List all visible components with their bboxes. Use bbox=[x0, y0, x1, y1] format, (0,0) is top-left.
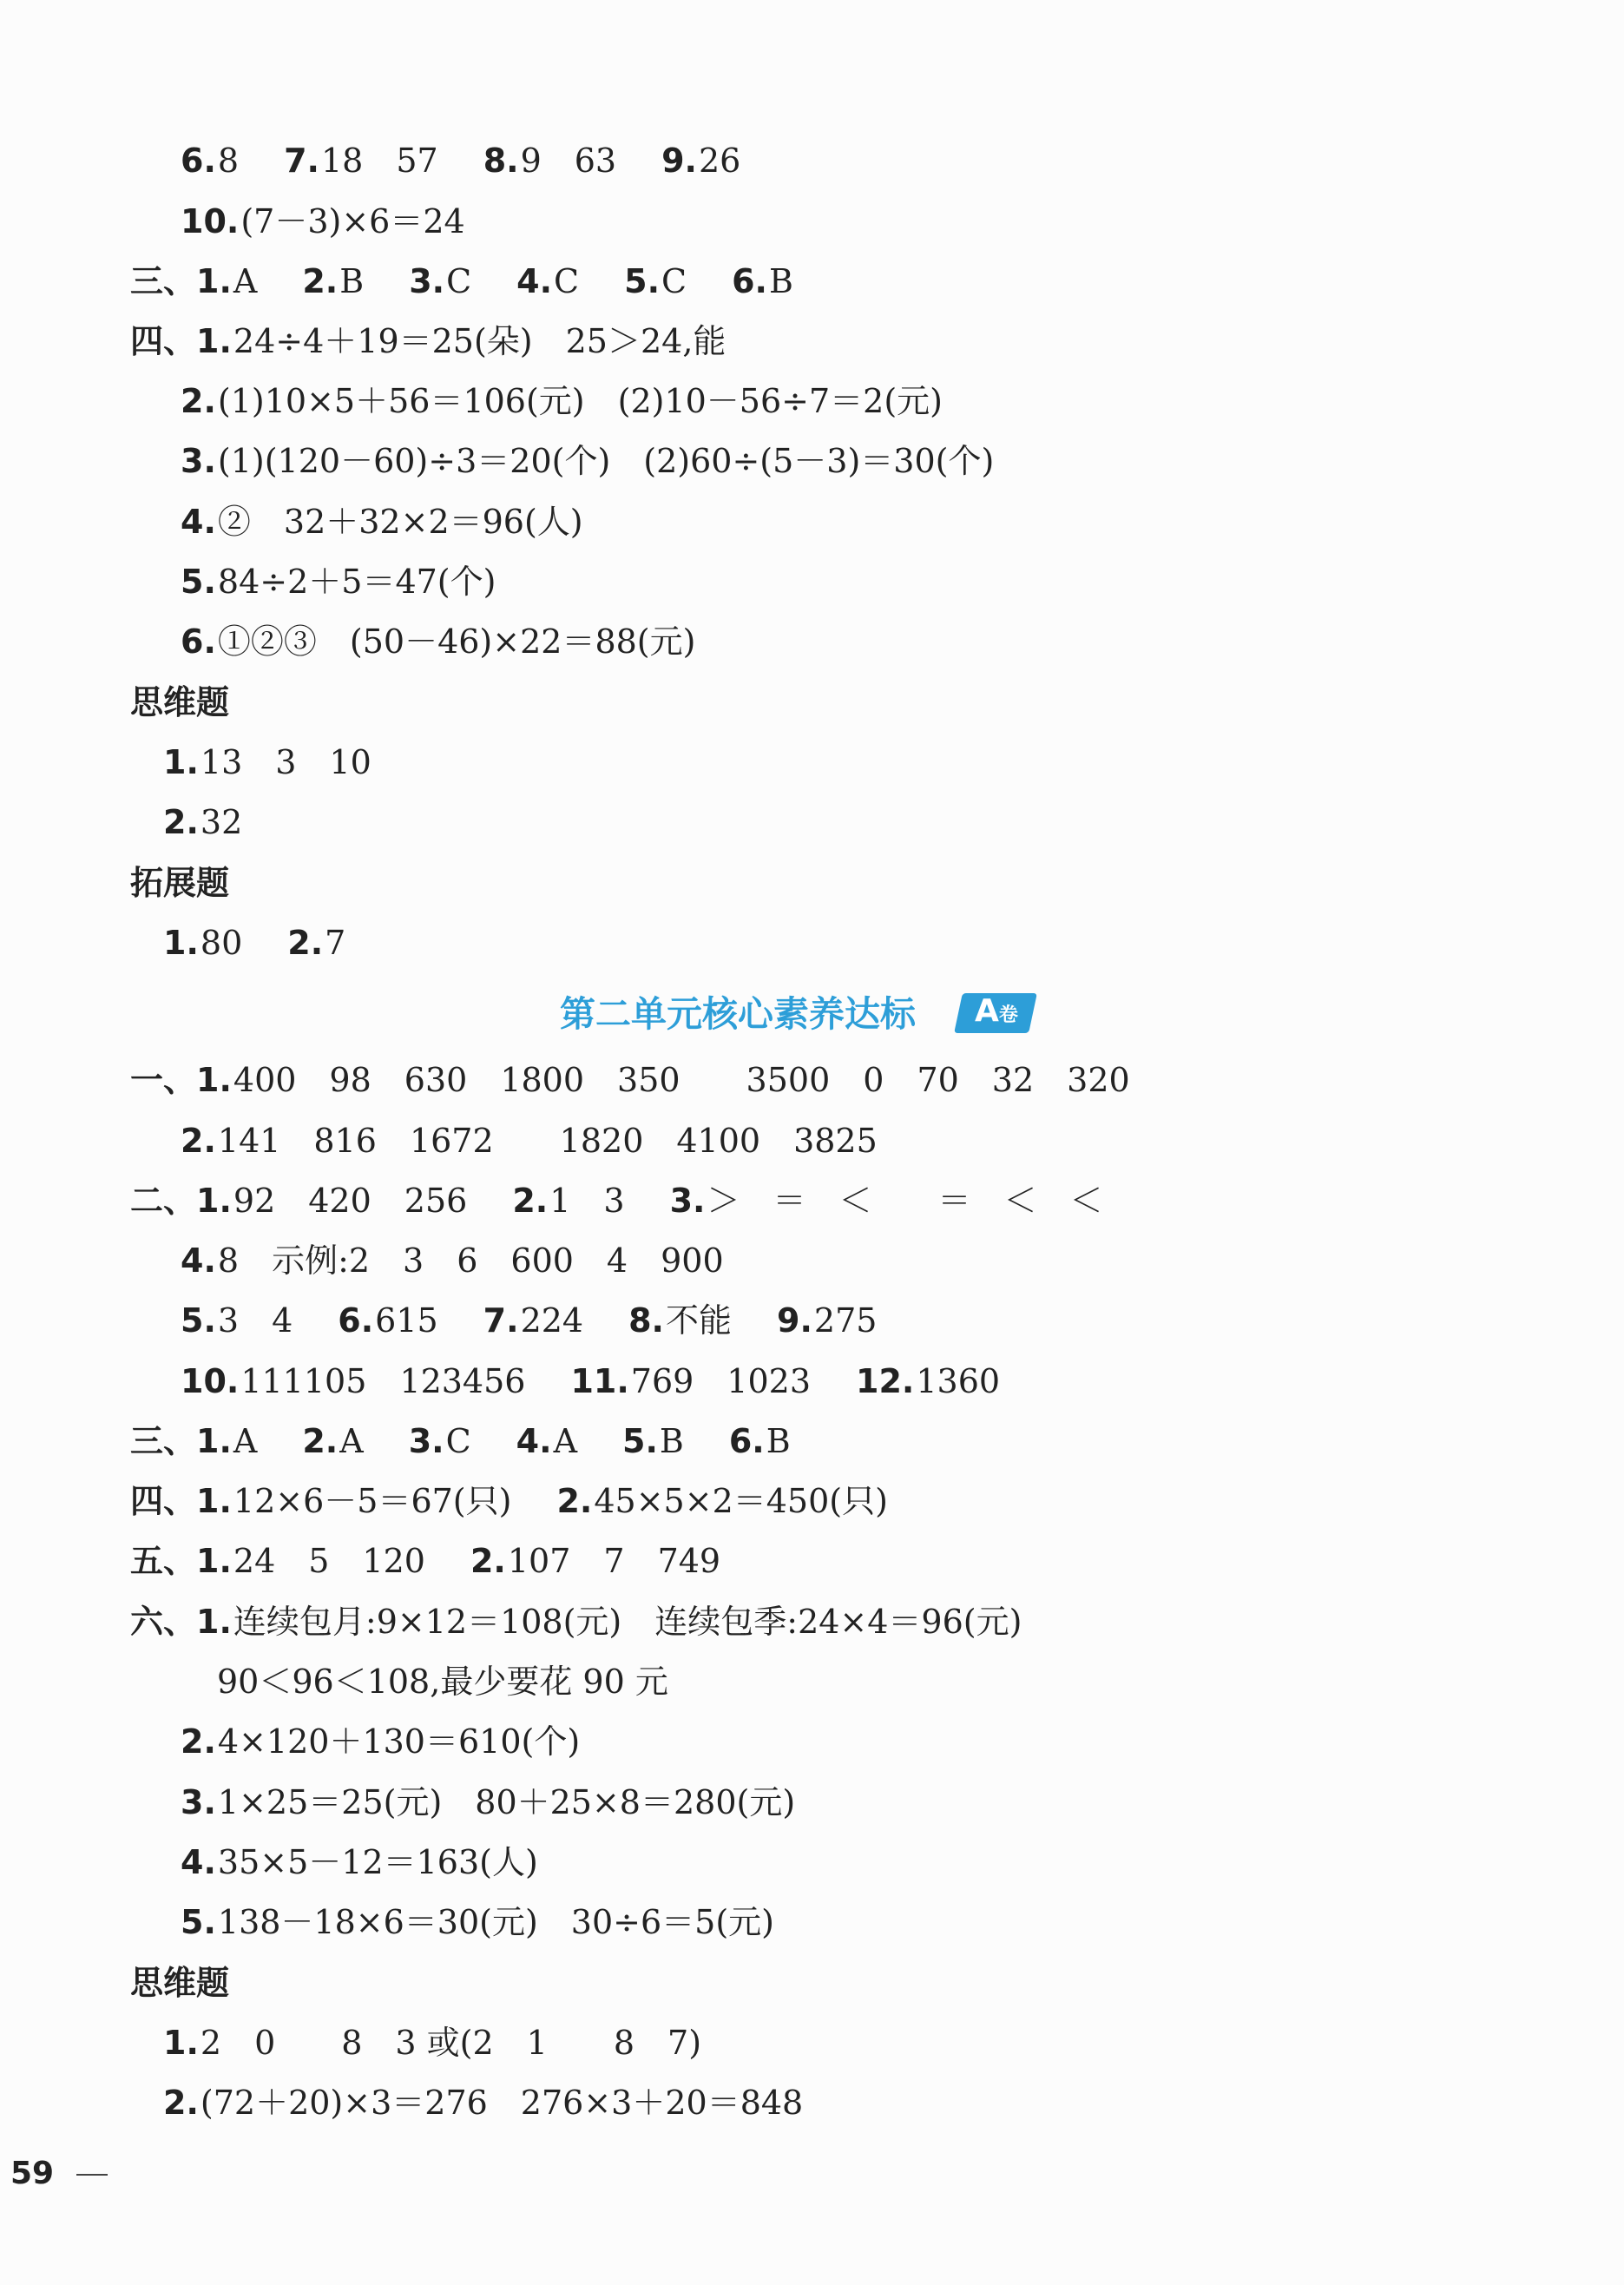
answer-item bbox=[163, 743, 371, 781]
question-number: 10. bbox=[181, 1362, 240, 1400]
answer-value: 13 3 10 bbox=[200, 743, 371, 781]
unit-title: 第二单元核心素养达标 bbox=[560, 993, 916, 1035]
answer-value: 8 示例:2 3 6 600 4 900 bbox=[217, 1241, 724, 1280]
question-number: 12. bbox=[856, 1362, 915, 1400]
unit-badge: A卷 bbox=[975, 993, 1018, 1029]
answer-item bbox=[512, 1182, 624, 1220]
answer-item bbox=[163, 924, 242, 962]
answer-line bbox=[181, 559, 496, 604]
answer-value: 4×120＋130＝610(个) bbox=[217, 1722, 581, 1761]
section-heading-extension: 拓展题 bbox=[130, 864, 230, 902]
answer-value: 769 1023 bbox=[630, 1362, 812, 1400]
question-number: 4. bbox=[181, 1241, 216, 1280]
answer-item bbox=[181, 202, 465, 240]
answer-value: 24÷4＋19＝25(朵) 25＞24,能 bbox=[233, 322, 727, 360]
question-number: 4. bbox=[516, 262, 553, 300]
answer-item bbox=[409, 1422, 471, 1460]
answer-value: A bbox=[553, 1422, 578, 1460]
answer-item bbox=[777, 1301, 877, 1340]
question-number: 3. bbox=[669, 1182, 706, 1220]
question-number: 1. bbox=[196, 1542, 232, 1580]
answer-line bbox=[130, 1178, 1102, 1223]
answer-item bbox=[670, 1182, 1103, 1220]
answer-line bbox=[163, 2020, 701, 2065]
answer-item bbox=[284, 142, 438, 180]
answer-item bbox=[470, 1542, 720, 1580]
question-number: 9. bbox=[777, 1301, 812, 1340]
answer-item bbox=[196, 1422, 257, 1460]
section-heading-thinking-2: 思维题 bbox=[130, 1964, 230, 2002]
answer-item bbox=[287, 924, 345, 962]
answer-item bbox=[196, 1482, 511, 1520]
question-number: 8. bbox=[628, 1301, 664, 1340]
section-label: 六、 bbox=[130, 1603, 197, 1641]
answer-item bbox=[483, 142, 616, 180]
answer-value: 90＜96＜108,最少要花 90 元 bbox=[217, 1663, 668, 1701]
answer-value: 141 816 1672 1820 4100 3825 bbox=[217, 1122, 878, 1160]
question-number: 1. bbox=[196, 1182, 232, 1220]
answer-item bbox=[409, 262, 471, 300]
answer-line bbox=[181, 1900, 774, 1945]
answer-item bbox=[622, 1422, 684, 1460]
answer-value: 24 5 120 bbox=[233, 1542, 425, 1580]
answer-line bbox=[163, 740, 371, 785]
answer-line bbox=[181, 1719, 580, 1764]
answer-item bbox=[181, 622, 695, 661]
question-number: 5. bbox=[181, 1903, 216, 1941]
answer-line bbox=[181, 499, 583, 544]
answer-line bbox=[181, 379, 943, 424]
question-number: 7. bbox=[284, 142, 319, 180]
answer-item bbox=[196, 1603, 1022, 1641]
answer-value: 400 98 630 1800 350 3500 0 70 32 320 bbox=[233, 1061, 1130, 1099]
question-number: 6. bbox=[728, 1422, 765, 1460]
section-label: 三、 bbox=[130, 262, 197, 300]
answer-line bbox=[181, 1298, 877, 1343]
question-number: 8. bbox=[483, 142, 519, 180]
answer-value: 35×5－12＝163(人) bbox=[217, 1843, 538, 1881]
answer-line bbox=[130, 1478, 888, 1524]
question-number: 4. bbox=[516, 1422, 552, 1460]
question-number: 2. bbox=[163, 803, 199, 841]
answer-value: 84÷2＋5＝47(个) bbox=[217, 563, 496, 601]
question-number: 2. bbox=[302, 262, 339, 300]
answer-value: A bbox=[339, 1422, 364, 1460]
question-number: 1. bbox=[163, 2024, 199, 2062]
answer-value: 8 bbox=[217, 142, 240, 180]
question-number: 1. bbox=[196, 1422, 232, 1460]
answer-value: 9 63 bbox=[520, 142, 617, 180]
answer-item bbox=[302, 1422, 363, 1460]
answer-item bbox=[181, 1301, 293, 1340]
answer-item bbox=[483, 1301, 583, 1340]
question-number: 1. bbox=[196, 1603, 232, 1641]
question-number: 6. bbox=[181, 622, 216, 661]
answer-item bbox=[729, 1422, 791, 1460]
answer-line bbox=[181, 1840, 538, 1885]
question-number: 4. bbox=[181, 503, 216, 541]
section-heading-thinking: 思维题 bbox=[130, 683, 230, 721]
answer-value: 3 4 bbox=[217, 1301, 293, 1340]
answer-item bbox=[163, 2024, 701, 2062]
answer-line bbox=[130, 1057, 1130, 1103]
section-label: 四、 bbox=[130, 1482, 197, 1520]
answer-item bbox=[181, 563, 496, 601]
answer-line bbox=[217, 1659, 668, 1704]
section-label: 四、 bbox=[130, 322, 197, 360]
answer-value: 1360 bbox=[916, 1362, 1001, 1400]
answer-value: 2 0 8 3 或(2 1 8 7) bbox=[200, 2024, 702, 2062]
answer-item bbox=[181, 1241, 724, 1280]
answer-value: 18 57 bbox=[320, 142, 438, 180]
answer-item bbox=[338, 1301, 437, 1340]
question-number: 1. bbox=[196, 262, 232, 300]
answer-line bbox=[181, 438, 994, 484]
answer-value: B bbox=[768, 262, 793, 300]
answer-value: 80 bbox=[200, 924, 243, 962]
answer-value: C bbox=[554, 262, 580, 300]
answer-value: 111105 123456 bbox=[240, 1362, 526, 1400]
answer-line bbox=[181, 1118, 878, 1163]
question-number: 1. bbox=[196, 322, 232, 360]
section-label: 二、 bbox=[130, 1182, 197, 1220]
answer-value: 12×6－5＝67(只) bbox=[233, 1482, 512, 1520]
answer-item bbox=[516, 262, 579, 300]
answer-item bbox=[163, 803, 242, 841]
answer-item bbox=[732, 262, 793, 300]
answer-line bbox=[130, 319, 726, 364]
question-number: 1. bbox=[196, 1061, 232, 1099]
question-number: 2. bbox=[470, 1542, 506, 1580]
answer-value: ② 32＋32×2＝96(人) bbox=[217, 503, 583, 541]
answer-value: 连续包月:9×12＝108(元) 连续包季:24×4＝96(元) bbox=[233, 1603, 1022, 1641]
answer-value: 1 3 bbox=[549, 1182, 625, 1220]
question-number: 2. bbox=[556, 1482, 593, 1520]
page-number-dash bbox=[76, 2174, 108, 2176]
question-number: 5. bbox=[181, 563, 216, 601]
answer-item bbox=[302, 262, 364, 300]
question-number: 2. bbox=[512, 1182, 549, 1220]
answer-line bbox=[181, 619, 695, 664]
question-number: 1. bbox=[163, 924, 199, 962]
answer-item bbox=[196, 1182, 467, 1220]
question-number: 1. bbox=[196, 1482, 232, 1520]
answer-line bbox=[163, 920, 345, 965]
question-number: 2. bbox=[181, 1122, 216, 1160]
answer-item bbox=[181, 503, 583, 541]
answer-item bbox=[856, 1362, 1000, 1400]
answer-value: 138－18×6＝30(元) 30÷6＝5(元) bbox=[217, 1903, 774, 1941]
answer-item bbox=[163, 2084, 803, 2122]
question-number: 9. bbox=[661, 142, 697, 180]
answer-value: C bbox=[445, 1422, 471, 1460]
question-number: 6. bbox=[181, 142, 216, 180]
question-number: 5. bbox=[181, 1301, 216, 1340]
question-number: 2. bbox=[181, 382, 216, 420]
answer-line bbox=[130, 259, 793, 304]
question-number: 3. bbox=[181, 1783, 216, 1821]
answer-value: B bbox=[766, 1422, 791, 1460]
answer-value: 不能 bbox=[665, 1301, 732, 1340]
answer-item bbox=[196, 262, 257, 300]
answer-value: 275 bbox=[813, 1301, 878, 1340]
answer-value: 45×5×2＝450(只) bbox=[594, 1482, 888, 1520]
section-label: 五、 bbox=[130, 1542, 197, 1580]
page-number: 59 bbox=[10, 2156, 55, 2191]
question-number: 6. bbox=[732, 262, 767, 300]
question-number: 11. bbox=[570, 1362, 629, 1400]
answer-value: C bbox=[661, 262, 687, 300]
answer-line bbox=[181, 1780, 795, 1825]
answer-value: 615 bbox=[375, 1301, 438, 1340]
answer-value: C bbox=[446, 262, 472, 300]
answer-item bbox=[181, 382, 943, 420]
answer-value: A bbox=[233, 262, 258, 300]
answer-item bbox=[181, 1783, 795, 1821]
answer-value: 92 420 256 bbox=[233, 1182, 468, 1220]
answer-line bbox=[130, 1419, 791, 1464]
answer-value: ＞ ＝ ＜ ＝ ＜ ＜ bbox=[707, 1182, 1103, 1220]
answer-item bbox=[196, 322, 726, 360]
answer-value: A bbox=[233, 1422, 258, 1460]
question-number: 2. bbox=[163, 2084, 199, 2122]
question-number: 2. bbox=[302, 1422, 339, 1460]
question-number: 3. bbox=[181, 442, 216, 480]
question-number: 5. bbox=[622, 1422, 658, 1460]
answer-line bbox=[181, 1359, 1000, 1404]
answer-value: 1×25＝25(元) 80＋25×8＝280(元) bbox=[217, 1783, 796, 1821]
question-number: 7. bbox=[483, 1301, 519, 1340]
answer-item bbox=[181, 1122, 878, 1160]
answer-value: (1)(120－60)÷3＝20(个) (2)60÷(5－3)＝30(个) bbox=[217, 442, 995, 480]
answer-item bbox=[624, 262, 687, 300]
answer-value: 26 bbox=[699, 142, 741, 180]
answer-line bbox=[163, 2080, 803, 2125]
answer-value: (7－3)×6＝24 bbox=[240, 202, 465, 240]
answer-item bbox=[181, 1362, 525, 1400]
answer-value: 107 7 749 bbox=[507, 1542, 721, 1580]
answer-item bbox=[196, 1061, 1130, 1099]
question-number: 10. bbox=[181, 202, 240, 240]
question-number: 2. bbox=[287, 924, 324, 962]
question-number: 6. bbox=[338, 1301, 374, 1340]
question-number: 5. bbox=[624, 262, 661, 300]
answer-value: 7 bbox=[325, 924, 346, 962]
answer-line bbox=[181, 1238, 724, 1283]
answer-item bbox=[181, 1843, 538, 1881]
question-number: 1. bbox=[163, 743, 199, 781]
question-number: 3. bbox=[408, 1422, 444, 1460]
answer-item bbox=[661, 142, 740, 180]
answer-item bbox=[556, 1482, 887, 1520]
answer-line bbox=[130, 1599, 1022, 1644]
question-number: 4. bbox=[181, 1843, 216, 1881]
answer-item bbox=[196, 1542, 425, 1580]
answer-item bbox=[181, 142, 239, 180]
answer-item bbox=[217, 1663, 668, 1701]
answer-value: 224 bbox=[520, 1301, 584, 1340]
answer-value: B bbox=[339, 262, 365, 300]
answer-item bbox=[181, 1903, 774, 1941]
question-number: 2. bbox=[181, 1722, 216, 1761]
section-label: 三、 bbox=[130, 1422, 197, 1460]
answer-line bbox=[181, 138, 740, 183]
answer-value: (1)10×5＋56＝106(元) (2)10－56÷7＝2(元) bbox=[217, 382, 943, 420]
answer-item bbox=[516, 1422, 577, 1460]
answer-value: B bbox=[659, 1422, 684, 1460]
question-number: 3. bbox=[409, 262, 445, 300]
answer-line bbox=[181, 199, 465, 244]
answer-item bbox=[181, 1722, 580, 1761]
answer-value: 32 bbox=[200, 803, 243, 841]
answer-item bbox=[628, 1301, 732, 1340]
answer-value: (72＋20)×3＝276 276×3＋20＝848 bbox=[200, 2084, 804, 2122]
answer-line bbox=[163, 800, 242, 845]
answer-line bbox=[130, 1538, 720, 1584]
answer-value: ①②③ (50－46)×22＝88(元) bbox=[217, 622, 696, 661]
section-label: 一、 bbox=[130, 1061, 197, 1099]
answer-item bbox=[181, 442, 994, 480]
answer-item bbox=[570, 1362, 811, 1400]
